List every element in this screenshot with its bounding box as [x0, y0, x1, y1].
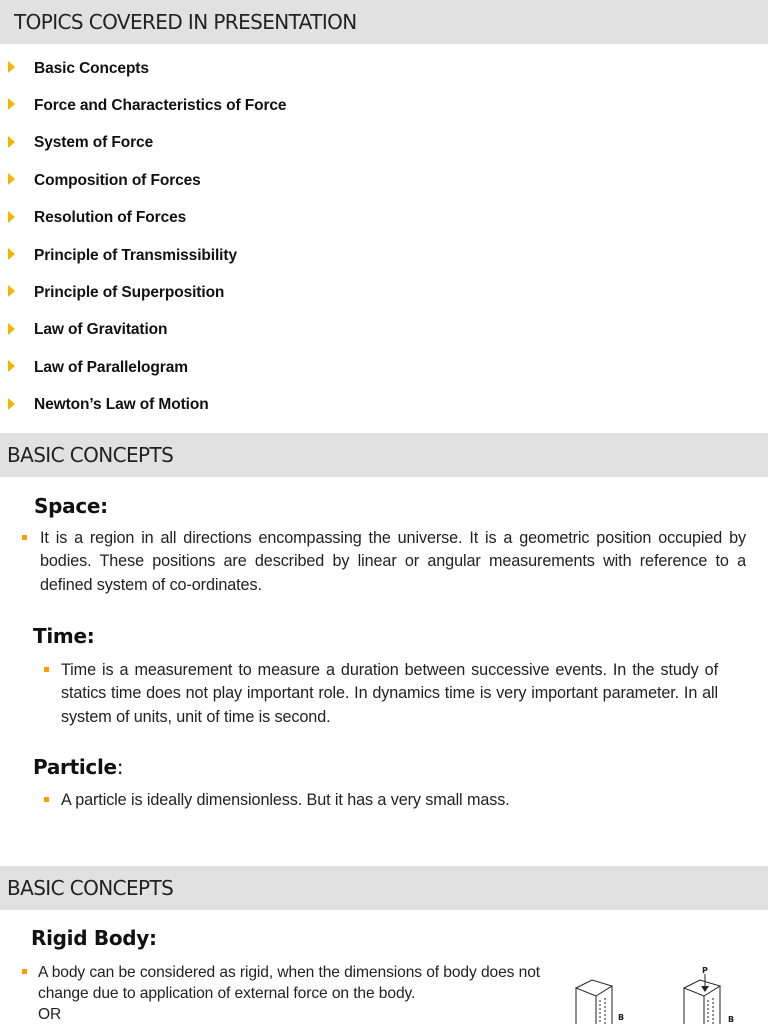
- space-bullet: [22, 527, 746, 597]
- rigid-body-text: A body can be considered as rigid, when the dimensions of body does not change due to application of external force on the body.: [38, 964, 540, 1002]
- time-bullet: [44, 659, 718, 729]
- triangle-right-icon: [8, 285, 15, 297]
- triangle-right-icon: [8, 61, 15, 73]
- triangle-right-icon: [8, 248, 15, 260]
- particle-heading-colon: :: [116, 755, 124, 779]
- list-item: [0, 200, 768, 237]
- basic-concepts-title: BASIC CONCEPTS: [7, 443, 174, 467]
- topic-label: Force and Characteristics of Force: [34, 97, 287, 115]
- square-bullet-icon: [44, 797, 49, 802]
- topic-label: Principle of Superposition: [34, 284, 225, 302]
- particle-heading-text: Particle: [33, 755, 117, 779]
- list-item: [0, 50, 768, 87]
- list-item: [0, 125, 768, 162]
- figure-label-b1: B: [618, 1013, 625, 1022]
- rigid-body-heading: Rigid Body:: [31, 926, 157, 950]
- topic-label: Law of Gravitation: [34, 321, 168, 339]
- topics-slide-title: TOPICS COVERED IN PRESENTATION: [14, 10, 357, 34]
- figure-label-p: P: [702, 966, 708, 975]
- topic-label: Newton’s Law of Motion: [34, 396, 209, 414]
- topic-label: Principle of Transmissibility: [34, 246, 237, 264]
- topic-label: System of Force: [34, 134, 154, 152]
- list-item: [0, 312, 768, 349]
- block-unloaded: [576, 980, 612, 1024]
- topic-label: Resolution of Forces: [34, 209, 187, 227]
- time-text: Time is a measurement to measure a duration between successive events. In the study of statics time does not play important role. In dynamics time is very important parameter. In all system of units, unit of time is second.: [61, 661, 718, 726]
- triangle-right-icon: [8, 323, 15, 335]
- time-heading: Time:: [33, 624, 95, 648]
- list-item: [0, 87, 768, 124]
- particle-bullet: [44, 789, 718, 812]
- topic-label: Law of Parallelogram: [34, 358, 188, 376]
- rigid-body-bullet: [22, 962, 540, 1024]
- topic-label: Basic Concepts: [34, 59, 149, 77]
- topics-slide-header: [0, 0, 768, 44]
- square-bullet-icon: [44, 667, 49, 672]
- list-item: [0, 274, 768, 311]
- block-loaded: [684, 974, 720, 1024]
- figure-label-b2: B: [728, 1015, 735, 1024]
- particle-text: A particle is ideally dimensionless. But it has a very small mass.: [61, 791, 510, 809]
- triangle-right-icon: [8, 211, 15, 223]
- triangle-right-icon: [8, 173, 15, 185]
- rigid-body-or: OR: [38, 1006, 62, 1023]
- space-heading: Space:: [34, 494, 108, 518]
- topic-label: Composition of Forces: [34, 171, 201, 189]
- triangle-right-icon: [8, 398, 15, 410]
- list-item: [0, 349, 768, 386]
- basic-concepts-header-2: [0, 866, 768, 910]
- basic-concepts-title-2: BASIC CONCEPTS: [7, 876, 174, 900]
- square-bullet-icon: [22, 535, 27, 540]
- triangle-right-icon: [8, 98, 15, 110]
- list-item: [0, 162, 768, 199]
- triangle-right-icon: [8, 136, 15, 148]
- topics-list: [0, 50, 768, 424]
- triangle-right-icon: [8, 360, 15, 372]
- list-item: [0, 237, 768, 274]
- particle-heading: [33, 755, 123, 779]
- list-item: [0, 387, 768, 424]
- rigid-body-figure: [560, 960, 768, 1024]
- square-bullet-icon: [22, 969, 27, 974]
- basic-concepts-header: [0, 433, 768, 477]
- space-text: It is a region in all directions encompassing the universe. It is a geometric position occupied by bodies. These positions are described by linear or angular measurements with reference to a defined system of co-ordinates.: [40, 529, 746, 594]
- force-arrow-icon: [701, 986, 709, 992]
